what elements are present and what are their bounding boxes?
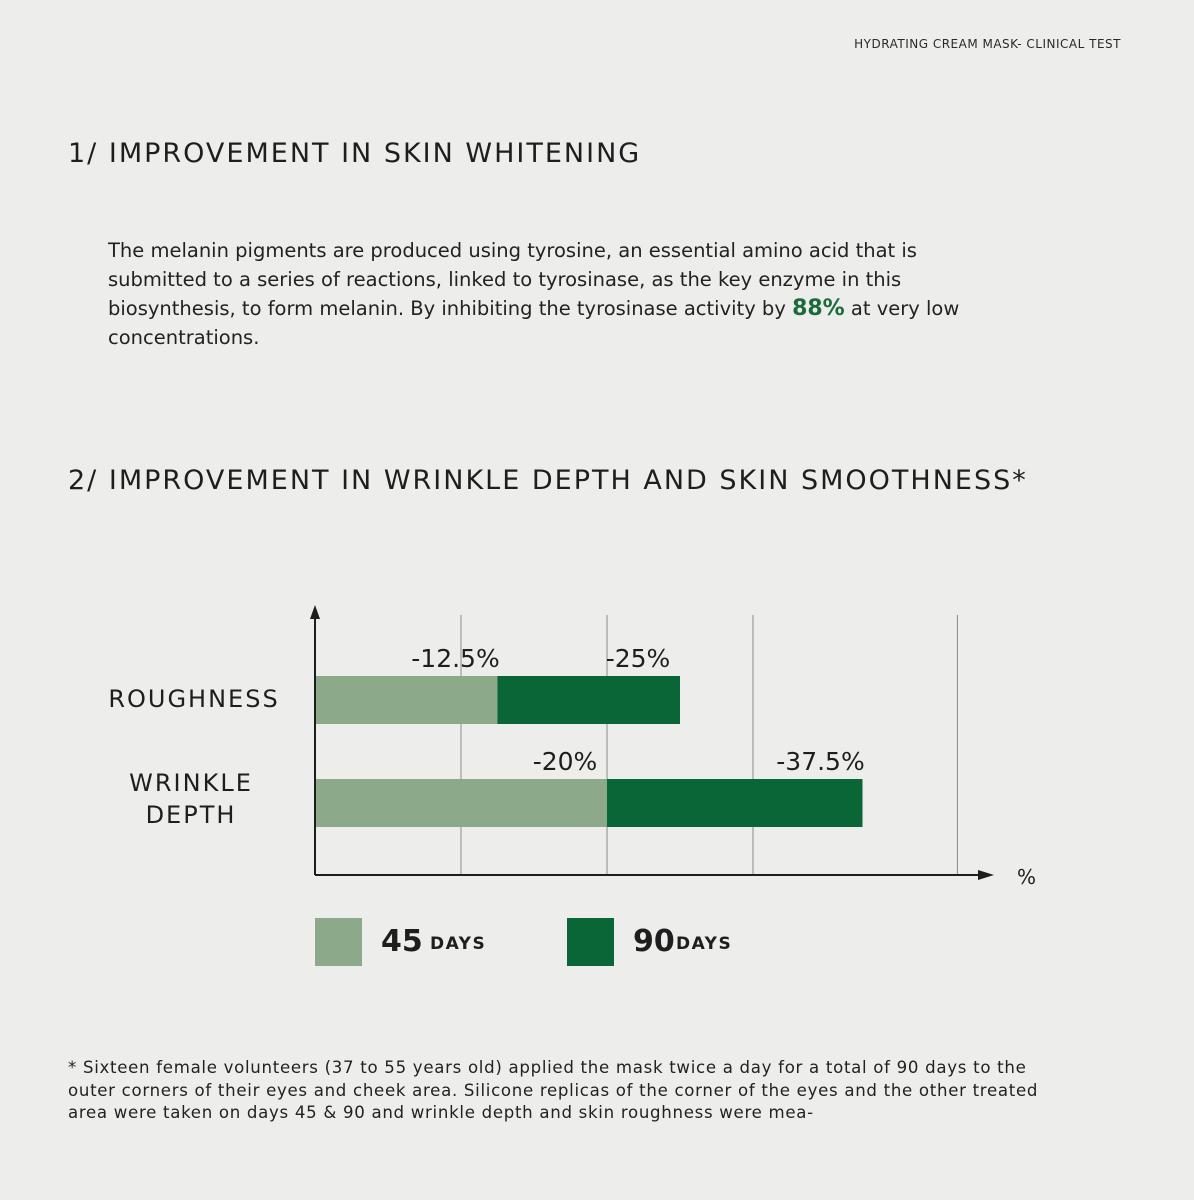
data-label-roughness-45-days: -12.5% xyxy=(411,644,500,673)
legend-unit-90: DAYS xyxy=(676,934,733,954)
bar-roughness-45-days xyxy=(315,676,498,724)
paragraph-text-start: The melanin pigments are produced using tyrosine, an essential amino acid that is submitted to a series of reactions, linked to tyrosinase, as the key enzyme in this biosynthesis, to form melanin. By inhibiting the tyrosinase activity by xyxy=(108,239,917,320)
category-label-wrinkle-depth xyxy=(129,769,253,829)
section-1-paragraph xyxy=(108,236,1008,352)
legend-unit-45: DAYS xyxy=(430,934,487,954)
data-label-roughness-90-days: -25% xyxy=(605,644,671,673)
bar-chart xyxy=(0,590,1100,900)
data-label-wrinkle-depth-45-days: -20% xyxy=(532,747,598,776)
highlight-percentage: 88% xyxy=(792,296,845,321)
section-1-title: 1/ IMPROVEMENT IN SKIN WHITENING xyxy=(68,138,642,169)
data-label-wrinkle-depth-90-days: -37.5% xyxy=(776,747,865,776)
footnote: * Sixteen female volunteers (37 to 55 years old) applied the mask twice a day for a total of 90 days to the outer corners of their eyes and cheek area. Silicone replicas of the corner of the eyes and the other treated area were taken on days 45 & 90 and wrinkle depth and skin roughness were mea- xyxy=(68,1058,1039,1122)
category-label-line-1: WRINKLE xyxy=(129,769,253,797)
x-axis-label: % xyxy=(1017,865,1037,889)
paragraph-text-end: at very low concentrations. xyxy=(108,297,960,349)
legend-number-45: 45 xyxy=(381,924,423,959)
chart-container xyxy=(0,590,1100,904)
category-label-roughness: ROUGHNESS xyxy=(108,685,280,713)
bar-wrinkle-depth-45-days xyxy=(315,779,607,827)
category-label-line-2: DEPTH xyxy=(145,801,237,829)
y-axis-arrowhead xyxy=(310,605,320,619)
document-header-tag: HYDRATING CREAM MASK- CLINICAL TEST xyxy=(854,37,1121,51)
x-axis-arrowhead xyxy=(978,870,994,880)
bar-wrinkle-depth-90-days xyxy=(607,779,863,827)
legend-number-90: 90 xyxy=(633,924,675,959)
section-2-title: 2/ IMPROVEMENT IN WRINKLE DEPTH AND SKIN SMOOTHNESS* xyxy=(68,465,1028,496)
legend-swatch-90-days xyxy=(567,918,614,966)
bar-roughness-90-days xyxy=(498,676,681,724)
legend-swatch-45-days xyxy=(315,918,362,966)
